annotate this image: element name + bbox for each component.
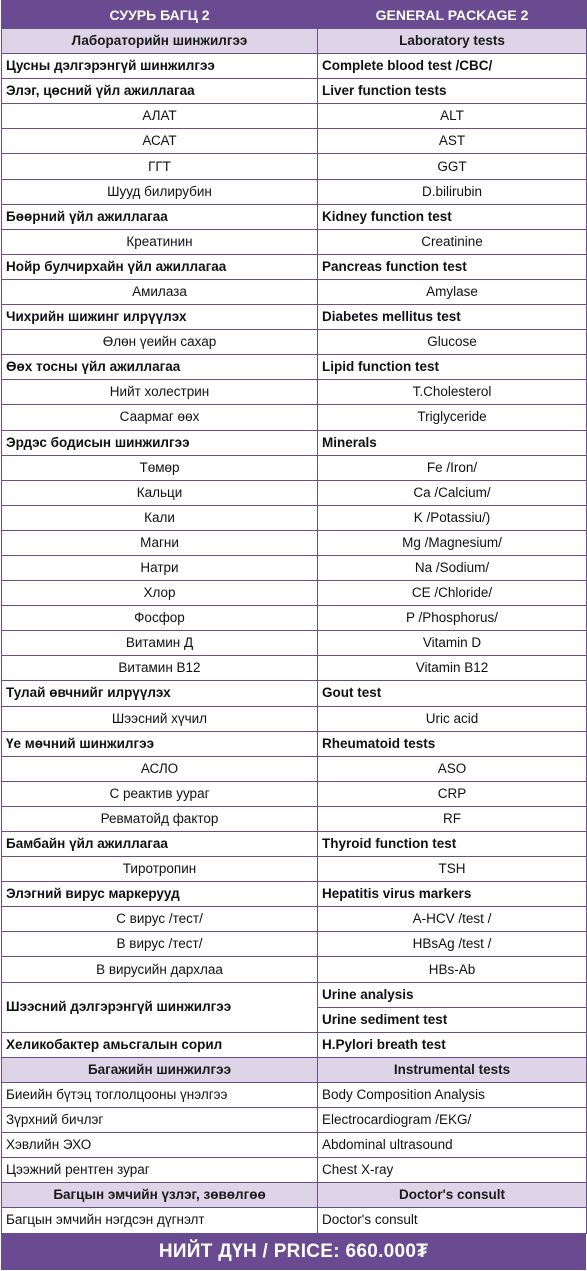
test-item-row [2, 706, 587, 731]
test-group-row-en: Gout test [318, 681, 587, 706]
test-item-row-mn: Кальци [2, 480, 318, 505]
test-item-row-mn: Креатинин [2, 229, 318, 254]
test-item-row [2, 505, 587, 530]
test-group-row-mn: Тулай өвчнийг илрүүлэх [2, 681, 318, 706]
test-group-row-mn: Бамбайн үйл ажиллагаа [2, 832, 318, 857]
test-item-row-en: Mg /Magnesium/ [318, 530, 587, 555]
test-group-row-mn: Элэгний вирус маркерууд [2, 882, 318, 907]
test-item-row-en: Uric acid [318, 706, 587, 731]
test-item-row-mn: В вирус /тест/ [2, 932, 318, 957]
test-item-row [2, 806, 587, 831]
test-group-row [2, 254, 587, 279]
test-item-row-mn: АЛАТ [2, 104, 318, 129]
instrumental-item-row-mn: Хэвлийн ЭХО [2, 1133, 318, 1158]
instrumental-item-row [2, 1108, 587, 1133]
package-table [1, 0, 587, 1234]
test-group-row-mn: Өөх тосны үйл ажиллагаа [2, 355, 318, 380]
instrumental-item-row-en: Electrocardiogram /EKG/ [318, 1108, 587, 1133]
test-item-row-mn: Шээсний хүчил [2, 706, 318, 731]
test-item-row [2, 279, 587, 304]
test-item-row-mn: ГГТ [2, 154, 318, 179]
test-item-row-mn: Витамин B12 [2, 656, 318, 681]
test-item-row-mn: Өлөн үеийн сахар [2, 330, 318, 355]
test-item-row [2, 606, 587, 631]
test-item-row [2, 530, 587, 555]
test-item-row [2, 179, 587, 204]
lab-section-en: Laboratory tests [318, 29, 587, 54]
test-item-row-en: Vitamin B12 [318, 656, 587, 681]
test-item-row-mn: С реактив уураг [2, 781, 318, 806]
test-item-row-mn: Амилаза [2, 279, 318, 304]
test-item-row [2, 857, 587, 882]
test-item-row-en: ALT [318, 104, 587, 129]
package-table-body [2, 1, 587, 1234]
test-item-row-mn: Хлор [2, 581, 318, 606]
test-group-row-mn: Элэг, цөсний үйл ажиллагаа [2, 79, 318, 104]
test-item-row-en: Creatinine [318, 229, 587, 254]
test-item-row-mn: Төмөр [2, 455, 318, 480]
consult-section-row-mn: Багцын эмчийн үзлэг, зөвөлгөө [2, 1183, 318, 1208]
instrumental-item-row-mn: Биеийн бүтэц тоглолцооны үнэлгээ [2, 1082, 318, 1107]
test-item-row [2, 480, 587, 505]
test-item-row-en: CE /Chloride/ [318, 581, 587, 606]
test-item-row [2, 907, 587, 932]
test-item-row [2, 380, 587, 405]
test-item-row-en: T.Cholesterol [318, 380, 587, 405]
test-item-row [2, 405, 587, 430]
test-item-row [2, 455, 587, 480]
test-item-row-en: CRP [318, 781, 587, 806]
test-item-row-mn: Витамин Д [2, 631, 318, 656]
instrumental-item-row-en: Chest X-ray [318, 1158, 587, 1183]
test-item-row [2, 656, 587, 681]
pylori-row-en: H.Pylori breath test [318, 1032, 587, 1057]
package-header-row [2, 1, 587, 29]
test-item-row-en: Fe /Iron/ [318, 455, 587, 480]
test-item-row-mn: Тиротропин [2, 857, 318, 882]
instrumental-item-row [2, 1133, 587, 1158]
test-item-row-en: AST [318, 129, 587, 154]
test-item-row-mn: Ревматойд фактор [2, 806, 318, 831]
test-group-row-mn: Үе мөчний шинжилгээ [2, 731, 318, 756]
test-item-row-mn: Натри [2, 555, 318, 580]
lab-section-mn: Лабораторийн шинжилгээ [2, 29, 318, 54]
test-item-row [2, 781, 587, 806]
consult-section-row-en: Doctor's consult [318, 1183, 587, 1208]
test-group-row-mn: Бөөрний үйл ажиллагаа [2, 204, 318, 229]
test-item-row-en: Triglyceride [318, 405, 587, 430]
test-item-row-mn: Фосфор [2, 606, 318, 631]
test-item-row-en: Vitamin D [318, 631, 587, 656]
test-item-row-en: GGT [318, 154, 587, 179]
instrumental-section-row [2, 1057, 587, 1082]
test-group-row-en: Hepatitis virus markers [318, 882, 587, 907]
test-item-row-mn: В вирусийн дархлаа [2, 957, 318, 982]
test-item-row [2, 129, 587, 154]
test-item-row-en: HBs-Ab [318, 957, 587, 982]
urine-sediment-en: Urine sediment test [318, 1007, 587, 1032]
consult-item-row-mn: Багцын эмчийн нэгдсэн дүгнэлт [2, 1208, 318, 1233]
test-item-row [2, 330, 587, 355]
instrumental-item-row-mn: Цээжний рентген зураг [2, 1158, 318, 1183]
test-group-row-en: Rheumatoid tests [318, 731, 587, 756]
test-group-row [2, 355, 587, 380]
test-group-row-en: Thyroid function test [318, 832, 587, 857]
test-group-row-mn: Нойр булчирхайн үйл ажиллагаа [2, 254, 318, 279]
test-group-row-mn: Цусны дэлгэрэнгүй шинжилгээ [2, 54, 318, 79]
instrumental-item-row-en: Abdominal ultrasound [318, 1133, 587, 1158]
instrumental-item-row [2, 1158, 587, 1183]
instrumental-section-row-mn: Багажийн шинжилгээ [2, 1057, 318, 1082]
test-item-row-en: Ca /Calcium/ [318, 480, 587, 505]
test-item-row-en: Amylase [318, 279, 587, 304]
test-group-row [2, 832, 587, 857]
test-group-row [2, 54, 587, 79]
test-item-row [2, 756, 587, 781]
test-group-row [2, 731, 587, 756]
test-group-row-mn: Эрдэс бодисын шинжилгээ [2, 430, 318, 455]
test-item-row [2, 957, 587, 982]
urine-row [2, 982, 587, 1007]
package-title-mn: СУУРЬ БАГЦ 2 [2, 1, 318, 29]
test-item-row-en: Na /Sodium/ [318, 555, 587, 580]
test-group-row [2, 305, 587, 330]
test-item-row-en: HBsAg /test / [318, 932, 587, 957]
test-item-row-mn: Саармаг өөх [2, 405, 318, 430]
pylori-row-mn: Хеликобактер амьсгалын сорил [2, 1032, 318, 1057]
test-item-row-mn: Кали [2, 505, 318, 530]
test-item-row-en: RF [318, 806, 587, 831]
test-item-row [2, 229, 587, 254]
test-group-row-en: Minerals [318, 430, 587, 455]
test-item-row-en: K /Potassiu/) [318, 505, 587, 530]
test-item-row-mn: Магни [2, 530, 318, 555]
lab-section-row [2, 29, 587, 54]
test-item-row-mn: С вирус /тест/ [2, 907, 318, 932]
test-group-row-en: Liver function tests [318, 79, 587, 104]
urine-mn: Шээсний дэлгэрэнгүй шинжилгээ [2, 982, 318, 1032]
price-banner: НИЙТ ДҮН / PRICE: 660.000₮ [1, 1233, 586, 1270]
test-item-row [2, 154, 587, 179]
instrumental-item-row-en: Body Composition Analysis [318, 1082, 587, 1107]
test-group-row [2, 882, 587, 907]
consult-item-row [2, 1208, 587, 1233]
pylori-row [2, 1032, 587, 1057]
test-group-row-en: Kidney function test [318, 204, 587, 229]
instrumental-item-row-mn: Зүрхний бичлэг [2, 1108, 318, 1133]
test-group-row-mn: Чихрийн шижинг илрүүлэх [2, 305, 318, 330]
test-item-row [2, 631, 587, 656]
test-group-row-en: Pancreas function test [318, 254, 587, 279]
test-item-row-en: Glucose [318, 330, 587, 355]
test-item-row [2, 932, 587, 957]
instrumental-item-row [2, 1082, 587, 1107]
package-title-en: GENERAL PACKAGE 2 [318, 1, 587, 29]
test-group-row [2, 681, 587, 706]
test-item-row [2, 104, 587, 129]
instrumental-section-row-en: Instrumental tests [318, 1057, 587, 1082]
test-item-row-mn: Шууд билирубин [2, 179, 318, 204]
test-group-row-en: Lipid function test [318, 355, 587, 380]
test-group-row [2, 204, 587, 229]
urine-analysis-en: Urine analysis [318, 982, 587, 1007]
consult-item-row-en: Doctor's consult [318, 1208, 587, 1233]
test-item-row-mn: Нийт холестрин [2, 380, 318, 405]
test-item-row-en: TSH [318, 857, 587, 882]
test-item-row-mn: АСЛО [2, 756, 318, 781]
consult-section-row [2, 1183, 587, 1208]
test-group-row-en: Complete blood test /CBC/ [318, 54, 587, 79]
test-group-row [2, 79, 587, 104]
test-item-row [2, 555, 587, 580]
test-item-row-en: P /Phosphorus/ [318, 606, 587, 631]
test-item-row-en: ASO [318, 756, 587, 781]
test-group-row-en: Diabetes mellitus test [318, 305, 587, 330]
test-group-row [2, 430, 587, 455]
test-item-row [2, 581, 587, 606]
test-item-row-mn: АСАТ [2, 129, 318, 154]
test-item-row-en: A-HCV /test / [318, 907, 587, 932]
test-item-row-en: D.bilirubin [318, 179, 587, 204]
